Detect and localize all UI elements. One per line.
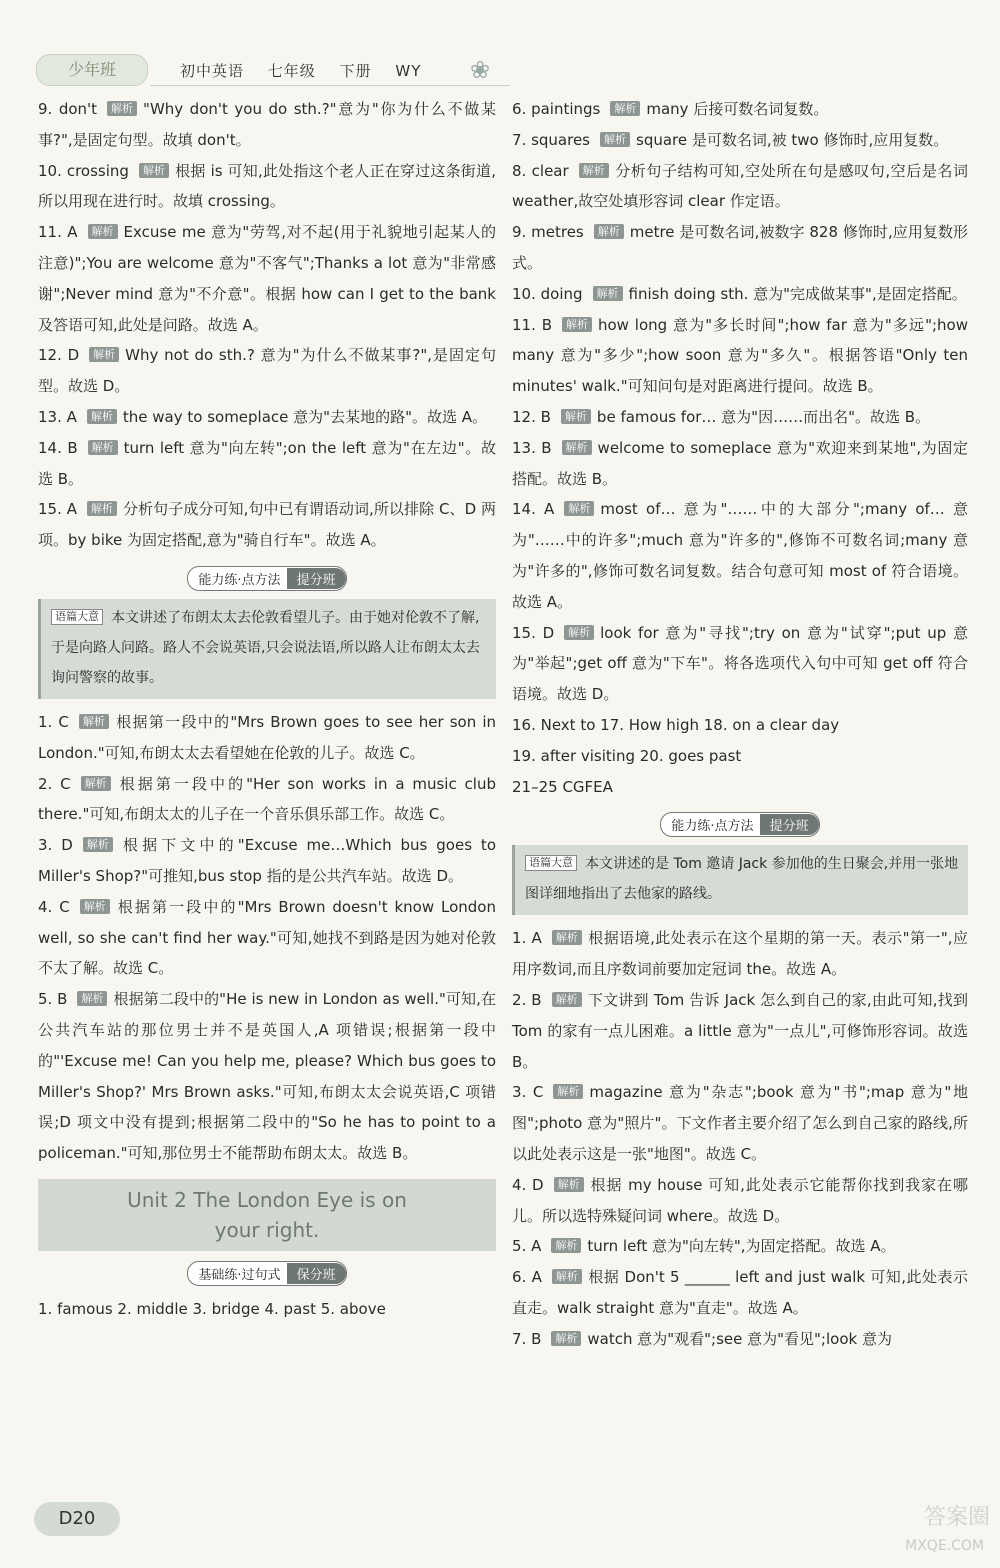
answer-explanation: the way to someplace 意为"去某地的路"。故选 A。 [122,407,487,426]
answer-explanation: 根据第一段中的"Mrs Brown goes to see her son in London."可知,布朗太太去看望她在伦敦的儿子。故选 C。 [38,712,496,762]
answer-item [512,1077,968,1169]
analysis-tag: 解析 [81,776,111,791]
answer-number: 10. doing [512,284,583,303]
answer-item [512,1231,968,1262]
answer-item [512,217,968,279]
answer-number: 10. crossing [38,161,129,180]
edition-label: WY [395,62,422,80]
answer-item [38,494,496,556]
answer-item [512,618,968,710]
analysis-tag: 解析 [564,501,594,516]
answer-item [512,1170,968,1232]
answer-number: 1. C [38,712,69,731]
page-header [0,0,1000,92]
answer-item [512,985,968,1077]
page-number: D20 [34,1502,120,1536]
answer-explanation: metre 是可数名词,被数字 828 修饰时,应用复数形式。 [512,223,968,272]
answer-number: 8. clear [512,161,569,180]
course-label: 初中英语 [180,62,245,80]
answer-item [512,279,968,310]
answer-explanation: welcome to someplace 意为"欢迎来到某地",为固定搭配。故选 B。 [512,438,968,488]
header-title [180,60,439,81]
analysis-tag: 解析 [88,224,118,239]
answer-explanation: 根据第二段中的"He is new in London as well."可知,在公共汽车站的那位男士并不是英国人,A 项错误;根据第一段中的"'Excuse me! Can you help me, please? Which bus goes to Miller's Shop?' Mrs Brown asks."可知,布朗太太会说英语,C 项错误;D 项文中没有提到;根据第二段中的"So he has to point to a policeman."可知,那位男士不能帮助布朗太太。故选 B。 [38,990,497,1163]
answer-number: 9. metres [512,223,584,242]
analysis-tag: 解析 [561,409,591,424]
answer-number: 5. A [512,1237,542,1256]
brand-logo: 少年班 [36,54,148,86]
answer-item [512,923,968,985]
answer-number: 9. don't [38,100,98,118]
decoration-icon: ❀ [470,56,491,84]
analysis-tag: 解析 [562,317,592,332]
answer-explanation: be famous for… 意为"因……而出名"。故选 B。 [596,407,931,426]
answer-number: 6. A [512,1268,542,1287]
answer-item [38,402,496,433]
answer-line: 16. Next to 17. How high 18. on a clear day [512,715,840,734]
answer-explanation: many 后接可数名词复数。 [646,100,829,118]
answer-item [38,984,496,1169]
analysis-tag: 解析 [552,992,582,1007]
answer-explanation: "Why don't you do sth.?"意为"你为什么不做某事?",是固定句型。故填 don't。 [38,100,496,149]
answer-number: 6. paintings [512,100,601,118]
answer-explanation: 根据第一段中的"Mrs Brown doesn't know London well, so she can't find her way."可知,她找不到路是因为她对伦敦不太了解。故选 C。 [38,897,496,978]
answer-number: 11. A [38,223,78,242]
answer-explanation: 根据语境,此处表示在这个星期的第一天。表示"第一",应用序数词,而且序数词前要加定冠词 the。故选 A。 [512,929,968,979]
answer-item [38,707,496,769]
analysis-tag: 解析 [83,837,113,852]
analysis-tag: 解析 [600,132,630,147]
section-banner: 能力练·点方法 提分班 [38,566,496,591]
unit-title: Unit 2 The London Eye is on your right. [38,1179,496,1251]
analysis-tag: 解析 [579,163,609,178]
answer-explanation: 根据第一段中的"Her son works in a music club there."可知,布朗太太的儿子在一个音乐俱乐部工作。故选 C。 [38,774,496,824]
answer-explanation: magazine 意为"杂志";book 意为"书";map 意为"地图";photo 意为"照片"。下文作者主要介绍了怎么到自己家的路线,所以此处表示这是一张"地图"。故选 C。 [512,1083,968,1163]
analysis-tag: 解析 [564,625,594,640]
answer-item [512,433,968,495]
answer-number: 13. A [38,407,77,426]
answer-item [38,156,496,218]
answer-number: 1. A [512,929,542,948]
answer-explanation: most of… 意为"……中的大部分";many of… 意为"……中的许多";much 意为"许多的",修饰不可数名词;many 意为"许多的",修饰可数名词复数。结合句意可知 most of 符合语境。故选 A。 [512,500,969,611]
passage-summary: 语篇大意 本文讲述的是 Tom 邀请 Jack 参加他的生日聚会,并用一张地图详细地指出了去他家的路线。 [512,845,968,915]
answer-line: 19. after visiting 20. goes past [512,746,742,765]
answer-explanation: finish doing sth. 意为"完成做某事",是固定搭配。 [628,284,967,303]
answer-item [38,433,496,495]
answer-number: 2. C [38,774,71,793]
answer-item [512,494,968,617]
answer-explanation: square 是可数名词,被 two 修饰时,应用复数。 [636,130,949,149]
answer-number: 7. squares [512,130,590,149]
answer-number: 5. B [38,990,68,1009]
analysis-tag: 解析 [77,991,107,1006]
answer-number: 14. B [38,438,78,457]
analysis-tag: 解析 [139,163,169,178]
answer-explanation: 根据 is 可知,此处指这个老人正在穿过这条街道,所以用现在进行时。故填 crossing。 [38,161,496,211]
answer-item [512,402,968,433]
answer-item [38,340,496,402]
answer-explanation: look for 意为"寻找";try on 意为"试穿";put up 意为"举起";get off 意为"下车"。将各选项代入句中可知 get off 符合语境。故选 D。 [512,623,968,704]
answer-item [38,892,496,984]
answer-explanation: Why not do sth.? 意为"为什么不做某事?",是固定句型。故选 D。 [38,346,496,396]
grade-label: 七年级 [267,62,316,80]
answer-item [512,94,968,125]
answer-explanation: turn left 意为"向左转",为固定搭配。故选 A。 [587,1237,896,1256]
answer-item [512,310,968,402]
answer-item [38,94,496,156]
analysis-tag: 解析 [552,1269,582,1284]
left-column [38,94,496,1325]
answer-number: 4. D [512,1175,544,1194]
analysis-tag: 解析 [610,101,640,116]
answer-number: 12. B [512,407,551,426]
watermark-logo: 答案圈 MXQE.COM [905,1505,990,1554]
answer-item [38,830,496,892]
analysis-tag: 解析 [79,714,109,729]
answer-number: 2. B [512,990,542,1009]
answer-number: 15. D [512,623,555,642]
answer-explanation: Excuse me 意为"劳驾,对不起(用于礼貌地引起某人的注意)";You are welcome 意为"不客气";Thanks a lot 意为"非常感谢";Never mind 意为"不介意"。根据 how can I get to the bank 及答语可知,此处是问路。故选 A。 [38,223,496,334]
header-rule [150,85,510,86]
answer-explanation: 根据下文中的"Excuse me…Which bus goes to Miller's Shop?"可推知,bus stop 指的是公共汽车站。故选 D。 [38,836,496,885]
analysis-tag: 解析 [554,1177,584,1192]
answer-explanation: 下文讲到 Tom 告诉 Jack 怎么到自己的家,由此可知,找到 Tom 的家有一点儿困难。a little 意为"一点儿",可修饰形容词。故选 B。 [512,990,968,1071]
answer-explanation: turn left 意为"向左转";on the left 意为"在左边"。故选 B。 [38,438,496,488]
answer-explanation: 分析句子结构可知,空处所在句是感叹句,空后是名词 weather,故空处填形容词 clear 作定语。 [512,161,968,211]
analysis-tag: 解析 [551,1331,581,1346]
analysis-tag: 解析 [551,1238,581,1253]
answer-number: 4. C [38,897,70,916]
analysis-tag: 解析 [594,224,624,239]
volume-label: 下册 [339,62,372,80]
answer-item [512,1262,968,1324]
analysis-tag: 解析 [552,930,582,945]
answer-line: 21–25 CGFEA [512,777,613,796]
answer-item [512,1324,968,1355]
right-column [512,94,968,1354]
answer-number: 7. B [512,1329,542,1348]
answer-number: 3. D [38,836,73,855]
analysis-tag: 解析 [80,899,110,914]
answer-number: 15. A [38,500,77,519]
analysis-tag: 解析 [87,409,117,424]
answer-item [38,217,496,340]
answer-item [512,125,968,156]
analysis-tag: 解析 [553,1084,583,1099]
answer-explanation: 分析句子成分可知,句中已有谓语动词,所以排除 C、D 两项。by bike 为固定搭配,意为"骑自行车"。故选 A。 [38,500,496,550]
section-banner: 能力练·点方法 提分班 [512,812,968,837]
answer-number: 13. B [512,438,552,457]
answer-explanation: watch 意为"观看";see 意为"看见";look 意为 [587,1329,892,1348]
answer-number: 11. B [512,315,552,334]
answer-explanation: 根据 Don't 5 ______ left and just walk 可知,此处表示直走。walk straight 意为"直走"。故选 A。 [512,1268,968,1317]
answer-number: 12. D [38,346,80,365]
analysis-tag: 解析 [87,501,117,516]
answer-item [512,156,968,218]
answer-item [38,769,496,831]
answer-explanation: how long 意为"多长时间";how far 意为"多远";how many 意为"多少";how soon 意为"多久"。根据答语"Only ten minutes' walk."可知问句是对距离进行提问。故选 B。 [512,315,968,396]
section-banner: 基础练·过句式 保分班 [38,1261,496,1286]
analysis-tag: 解析 [89,347,119,362]
analysis-tag: 解析 [107,101,137,116]
answer-line: 1. famous 2. middle 3. bridge 4. past 5. above [38,1299,386,1318]
answer-number: 14. A [512,500,555,519]
passage-summary: 语篇大意 本文讲述了布朗太太去伦敦看望儿子。由于她对伦敦不了解,于是向路人问路。路人不会说英语,只会说法语,所以路人让布朗太太去询问警察的故事。 [38,599,496,699]
answer-explanation: 根据 my house 可知,此处表示它能帮你找到我家在哪儿。所以选特殊疑问词 where。故选 D。 [512,1175,968,1225]
analysis-tag: 解析 [562,440,592,455]
analysis-tag: 解析 [593,286,623,301]
answer-number: 3. C [512,1083,544,1102]
analysis-tag: 解析 [88,440,118,455]
